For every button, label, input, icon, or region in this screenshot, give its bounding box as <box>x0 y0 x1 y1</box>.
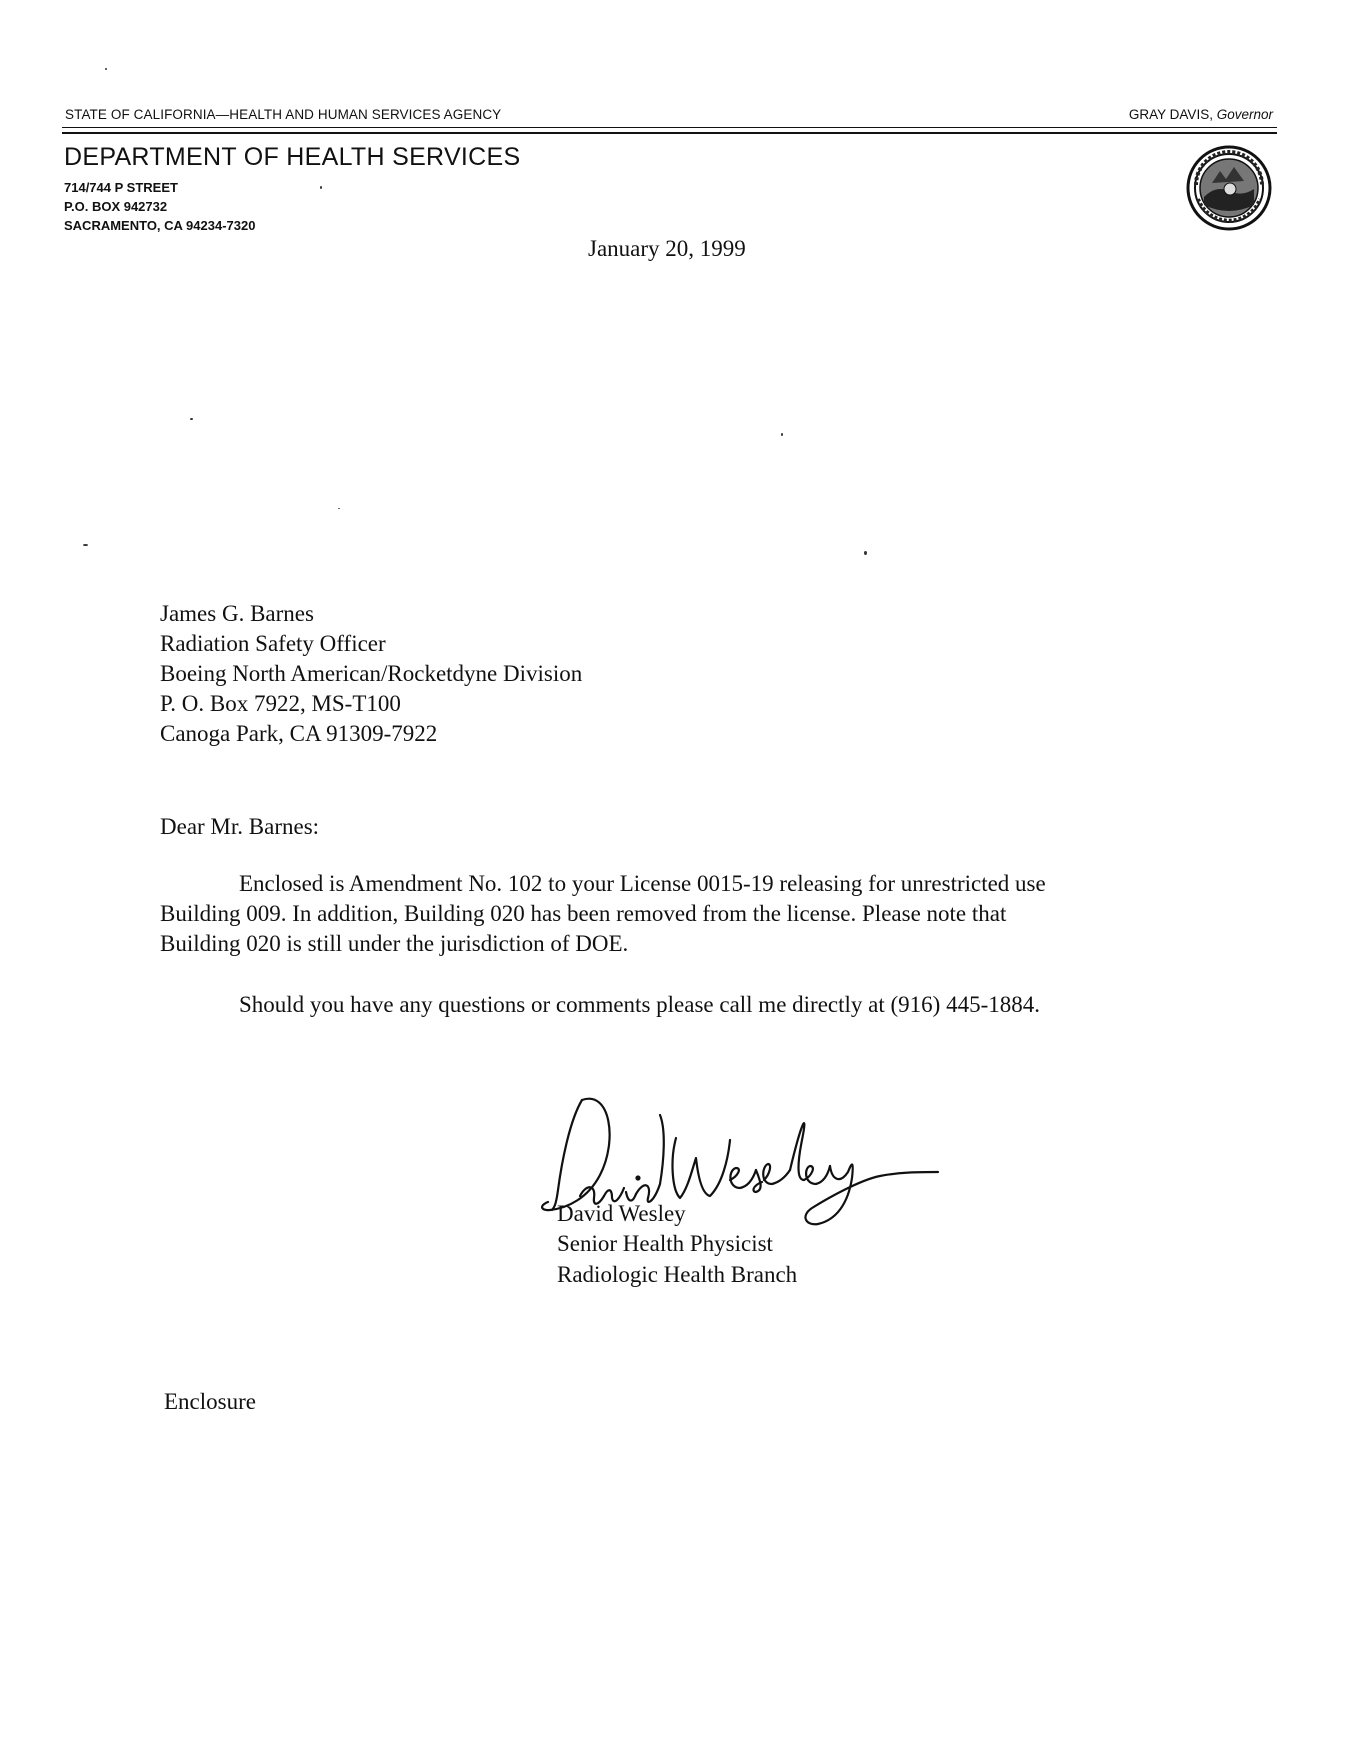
letterhead-rule-thick <box>62 132 1277 134</box>
scan-speck <box>190 418 193 420</box>
recipient-title: Radiation Safety Officer <box>160 631 386 656</box>
body-paragraph-1-line: Building 020 is still under the jurisdiction of DOE. <box>160 931 629 956</box>
recipient-name: James G. Barnes <box>160 601 314 626</box>
scan-speck <box>320 186 322 189</box>
body-paragraph-1-line: Building 009. In addition, Building 020 has been removed from the license. Please note that <box>160 901 1007 926</box>
department-name: DEPARTMENT OF HEALTH SERVICES <box>64 143 521 171</box>
letter-date: January 20, 1999 <box>588 236 746 261</box>
scan-speck <box>83 544 88 546</box>
signer-title: Senior Health Physicist <box>557 1231 773 1256</box>
address-city: SACRAMENTO, CA 94234-7320 <box>64 218 256 233</box>
address-po-box: P.O. BOX 942732 <box>64 199 168 214</box>
governor-name: GRAY DAVIS, <box>1128 107 1213 122</box>
governor-line <box>1129 107 1273 122</box>
agency-line: STATE OF CALIFORNIA—HEALTH AND HUMAN SERVICES AGENCY <box>65 107 502 122</box>
scan-speck <box>105 68 107 70</box>
recipient-po-box: P. O. Box 7922, MS-T100 <box>160 691 401 716</box>
salutation: Dear Mr. Barnes: <box>160 814 320 839</box>
scan-speck <box>781 433 783 436</box>
state-seal-icon <box>1186 145 1272 231</box>
governor-title: Governor <box>1216 107 1273 122</box>
body-paragraph-2: Should you have any questions or comments please call me directly at (916) 445-1884. <box>239 992 1040 1017</box>
scan-speck <box>338 508 340 509</box>
address-street: 714/744 P STREET <box>64 180 178 195</box>
letterhead-rule <box>62 127 1277 128</box>
signer-name: David Wesley <box>557 1201 686 1226</box>
body-paragraph-1-line: Enclosed is Amendment No. 102 to your License 0015-19 releasing for unrestricted use <box>239 871 1046 896</box>
scan-speck <box>864 551 867 555</box>
recipient-organization: Boeing North American/Rocketdyne Division <box>160 661 583 686</box>
enclosure-note: Enclosure <box>164 1389 256 1414</box>
signer-branch: Radiologic Health Branch <box>557 1262 798 1287</box>
recipient-city: Canoga Park, CA 91309-7922 <box>160 721 438 746</box>
